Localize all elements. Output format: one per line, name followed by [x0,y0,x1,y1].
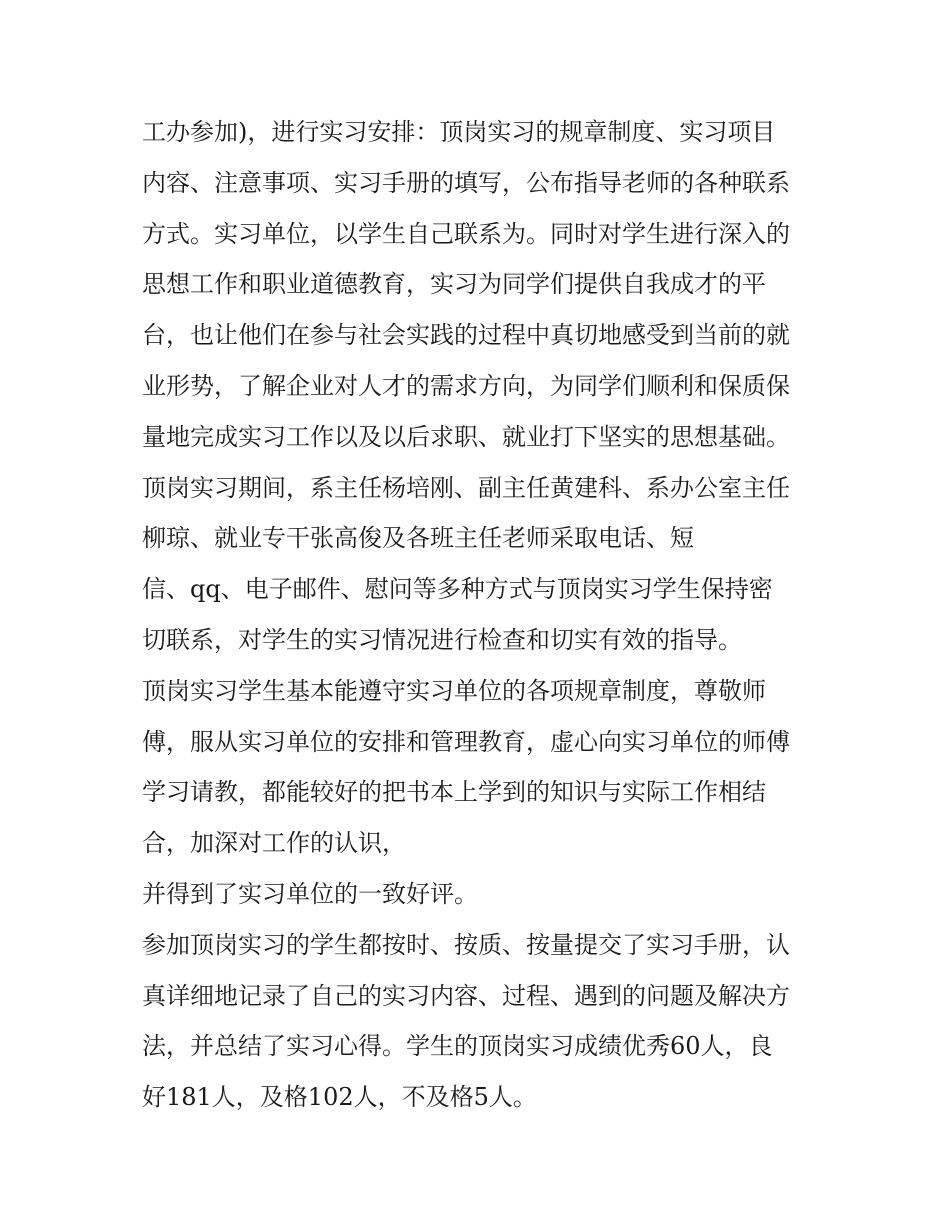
body-text [142,107,822,1123]
text-line: 柳琼、就业专干张高俊及各班主任老师采取电话、短 [142,524,694,553]
text-line: 信、qq、电子邮件、慰问等多种方式与顶岗实习学生保持密 [142,575,773,604]
text-line: 台，也让他们在参与社会实践的过程中真切地感受到当前的就 [142,321,790,350]
text-line: 学习请教，都能较好的把书本上学到的知识与实际工作相结 [142,778,766,807]
text-line: 内容、注意事项、实习手册的填写，公布指导老师的各种联系 [142,168,790,197]
text-line: 思想工作和职业道德教育，实习为同学们提供自我成才的平 [142,270,766,299]
text-line: 傅，服从实习单位的安排和管理教育，虚心向实习单位的师傅 [142,727,790,756]
text-line: 业形势，了解企业对人才的需求方向，为同学们顺利和保质保 [142,371,790,400]
text-line: 顶岗实习期间，系主任杨培刚、副主任黄建科、系办公室主任 [142,473,790,502]
text-line: 真详细地记录了自己的实习内容、过程、遇到的问题及解决方 [142,981,790,1010]
text-line: 好181人，及格102人，不及格5人。 [142,1083,537,1112]
text-line: 量地完成实习工作以及以后求职、就业打下坚实的思想基础。 [142,422,790,451]
text-line: 工办参加)，进行实习安排：顶岗实习的规章制度、实习项目 [142,118,776,146]
text-line: 参加顶岗实习的学生都按时、按质、按量提交了实习手册，认 [142,930,790,959]
text-line: 合，加深对工作的认识， [142,829,406,858]
text-line: 顶岗实习学生基本能遵守实习单位的各项规章制度，尊敬师 [142,676,766,705]
text-line: 法，并总结了实习心得。学生的顶岗实习成绩优秀60人，良 [142,1032,773,1061]
text-line: 并得到了实习单位的一致好评。 [142,879,478,908]
text-line: 切联系，对学生的实习情况进行检查和切实有效的指导。 [142,625,742,654]
text-line: 方式。实习单位，以学生自己联系为。同时对学生进行深入的 [142,219,790,248]
